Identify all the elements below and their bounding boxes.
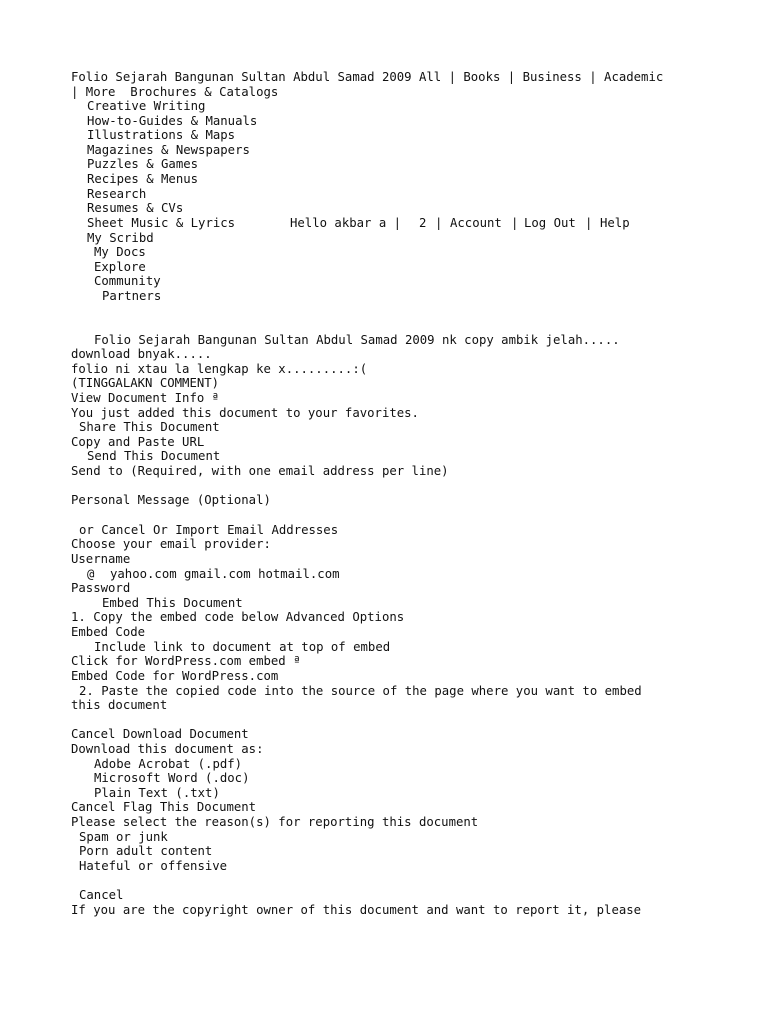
document-description: download bnyak.....	[71, 347, 212, 361]
category-link[interactable]: How-to-Guides & Manuals	[87, 114, 258, 128]
separator: |	[435, 216, 443, 230]
embed-step-2-cont: this document	[71, 698, 168, 712]
embed-step-1: 1. Copy the embed code below Advanced Options	[71, 610, 405, 624]
copyright-notice: If you are the copyright owner of this document and want to report it, please	[71, 903, 642, 917]
logout-link[interactable]: Log Out	[524, 216, 576, 230]
personal-message-label: Personal Message (Optional)	[71, 493, 271, 507]
download-format-pdf[interactable]: Adobe Acrobat (.pdf)	[94, 757, 243, 771]
copy-url-label: Copy and Paste URL	[71, 435, 205, 449]
flag-cancel-link[interactable]: Cancel	[79, 888, 124, 902]
cancel-import-link[interactable]: or Cancel Or Import Email Addresses	[79, 523, 339, 537]
send-document-heading[interactable]: Send This Document	[87, 449, 221, 463]
document-title: Folio Sejarah Bangunan Sultan Abdul Samad 2009 nk copy ambik jelah.....	[94, 333, 620, 347]
account-link[interactable]: Account	[450, 216, 502, 230]
embed-step-2: 2. Paste the copied code into the source of the page where you want to embed	[79, 684, 642, 698]
download-as-label: Download this document as:	[71, 742, 264, 756]
category-link[interactable]: Resumes & CVs	[87, 201, 184, 215]
category-link[interactable]: Research	[87, 187, 147, 201]
embed-document-heading[interactable]: Embed This Document	[102, 596, 243, 610]
download-format-doc[interactable]: Microsoft Word (.doc)	[94, 771, 250, 785]
category-link[interactable]: Illustrations & Maps	[87, 128, 236, 142]
wordpress-code-label: Embed Code for WordPress.com	[71, 669, 279, 683]
download-format-txt[interactable]: Plain Text (.txt)	[94, 786, 220, 800]
my-scribd-link[interactable]: My Scribd	[87, 231, 154, 245]
help-link[interactable]: Help	[600, 216, 630, 230]
document-description: (TINGGALAKN COMMENT)	[71, 376, 220, 390]
explore-link[interactable]: Explore	[94, 260, 146, 274]
password-label: Password	[71, 581, 131, 595]
embed-code-label: Embed Code	[71, 625, 146, 639]
include-link-option[interactable]: Include link to document at top of embed	[94, 640, 391, 654]
separator: |	[585, 216, 593, 230]
wordpress-embed-link[interactable]: Click for WordPress.com embed ª	[71, 654, 301, 668]
flag-reason-spam[interactable]: Spam or junk	[79, 830, 168, 844]
user-greeting: Hello akbar a |	[290, 216, 402, 230]
category-link[interactable]: Sheet Music & Lyrics	[87, 216, 236, 230]
category-link[interactable]: Recipes & Menus	[87, 172, 199, 186]
view-document-info-link[interactable]: View Document Info ª	[71, 391, 220, 405]
flag-prompt: Please select the reason(s) for reporting this document	[71, 815, 479, 829]
header-nav-line-2[interactable]: | More Brochures & Catalogs	[71, 85, 279, 99]
category-link[interactable]: Puzzles & Games	[87, 157, 199, 171]
community-link[interactable]: Community	[94, 274, 161, 288]
at-sign: @	[87, 567, 95, 581]
favorites-notice: You just added this document to your favorites.	[71, 406, 419, 420]
flag-document-heading[interactable]: Cancel Flag This Document	[71, 800, 257, 814]
category-link[interactable]: Magazines & Newspapers	[87, 143, 250, 157]
flag-reason-offensive[interactable]: Hateful or offensive	[79, 859, 228, 873]
share-document-heading[interactable]: Share This Document	[79, 420, 220, 434]
category-link[interactable]: Creative Writing	[87, 99, 206, 113]
download-document-heading[interactable]: Cancel Download Document	[71, 727, 249, 741]
notification-count[interactable]: 2	[419, 216, 427, 230]
send-to-label: Send to (Required, with one email address per line)	[71, 464, 449, 478]
header-nav-line[interactable]: Folio Sejarah Bangunan Sultan Abdul Samad 2009 All | Books | Business | Academic	[71, 70, 664, 84]
document-description: folio ni xtau la lengkap ke x.........:(	[71, 362, 368, 376]
my-docs-link[interactable]: My Docs	[94, 245, 146, 259]
email-provider-options[interactable]: yahoo.com gmail.com hotmail.com	[110, 567, 340, 581]
partners-link[interactable]: Partners	[102, 289, 162, 303]
choose-provider-label: Choose your email provider:	[71, 537, 271, 551]
username-label: Username	[71, 552, 131, 566]
separator: |	[511, 216, 519, 230]
flag-reason-adult[interactable]: Porn adult content	[79, 844, 213, 858]
